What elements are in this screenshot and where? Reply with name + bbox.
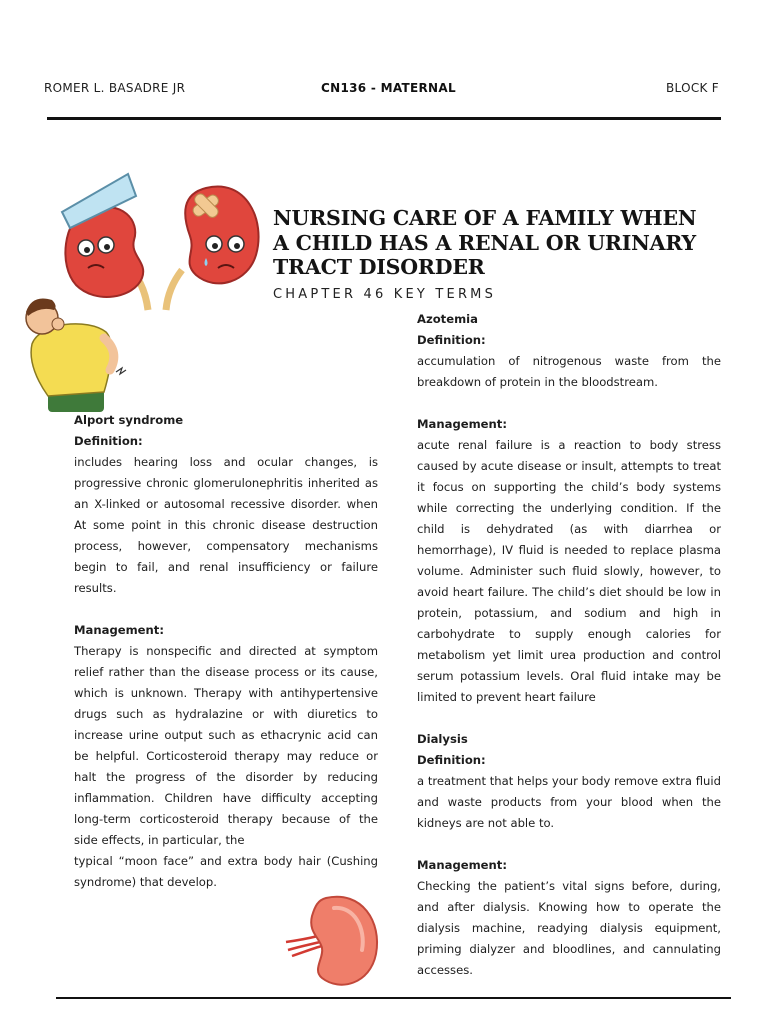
management-label: Management: (417, 858, 507, 872)
alport-section (74, 410, 378, 893)
man-back-pain-illustration (18, 292, 133, 414)
term-heading: Dialysis (417, 732, 468, 746)
term-heading: Alport syndrome (74, 413, 184, 427)
definition-text: includes hearing loss and ocular changes, is progressive chronic glomerulonephritis inherited as an X-linked or autosomal recessive disorder. when At some point in this chronic disease destruction process, however, compensatory mechanisms begin to fail, and renal insufficiency or failure results. (74, 455, 378, 595)
footer-divider (56, 997, 731, 999)
management-label: Management: (74, 623, 164, 637)
definition-label: Definition: (74, 434, 143, 448)
definition-label: Definition: (417, 753, 486, 767)
management-text: Therapy is nonspecific and directed at symptom relief rather than the disease process or its cause, which is unknown. Therapy with antihypertensive drugs such as hydralazine or with diuretics to increase urine output such as ethacrynic acid can be helpful. Corticosteroid therapy may reduce or halt the progress of the disorder by reducing inflammation. Children have difficulty accepting long-term corticosteroid therapy because of the side effects, in particular, the (74, 644, 378, 847)
right-ureter (166, 270, 182, 310)
management-text: acute renal failure is a reaction to body stress caused by acute disease or insult, attempts to treat it focus on supporting the child’s body systems while correcting the underlying condition. If the child is dehydrated (as with diarrhea or hemorrhage), IV fluid is needed to replace plasma volume. Administer such fluid slowly, however, to avoid heart failure. The child’s diet should be low in protein, potassium, and sodium and high in carbohydrate to supply enough calories for metabolism yet limit urea production and control serum potassium levels. Oral fluid intake may be limited to prevent heart failure (417, 438, 721, 704)
page-subtitle: CHAPTER 46 KEY TERMS (273, 287, 497, 302)
pain-marks (116, 368, 126, 374)
management-text: Checking the patient’s vital signs before, during, and after dialysis. Knowing how to operate the dialysis machine, readying dialysis equipment, priming dialyzer and bloodlines, and cannulating accesses. (417, 879, 721, 977)
definition-text: accumulation of nitrogenous waste from the breakdown of protein in the bloodstream. (417, 354, 721, 389)
author-name: ROMER L. BASADRE JR (44, 81, 186, 95)
management-text-continued: typical “moon face” and extra body hair (Cushing syndrome) that develop. (74, 854, 378, 889)
definition-text: a treatment that helps your body remove extra fluid and waste products from your blood when the kidneys are not able to. (417, 774, 721, 830)
header-divider (47, 117, 721, 120)
management-label: Management: (417, 417, 507, 431)
course-title: CN136 - MATERNAL (321, 81, 456, 95)
definition-label: Definition: (417, 333, 486, 347)
block-label: BLOCK F (666, 81, 720, 95)
kidney-illustration (282, 892, 382, 992)
page-title: NURSING CARE OF A FAMILY WHEN A CHILD HAS A RENAL OR URINARY TRACT DISORDER (273, 206, 697, 279)
right-column (417, 309, 721, 981)
term-heading: Azotemia (417, 312, 478, 326)
